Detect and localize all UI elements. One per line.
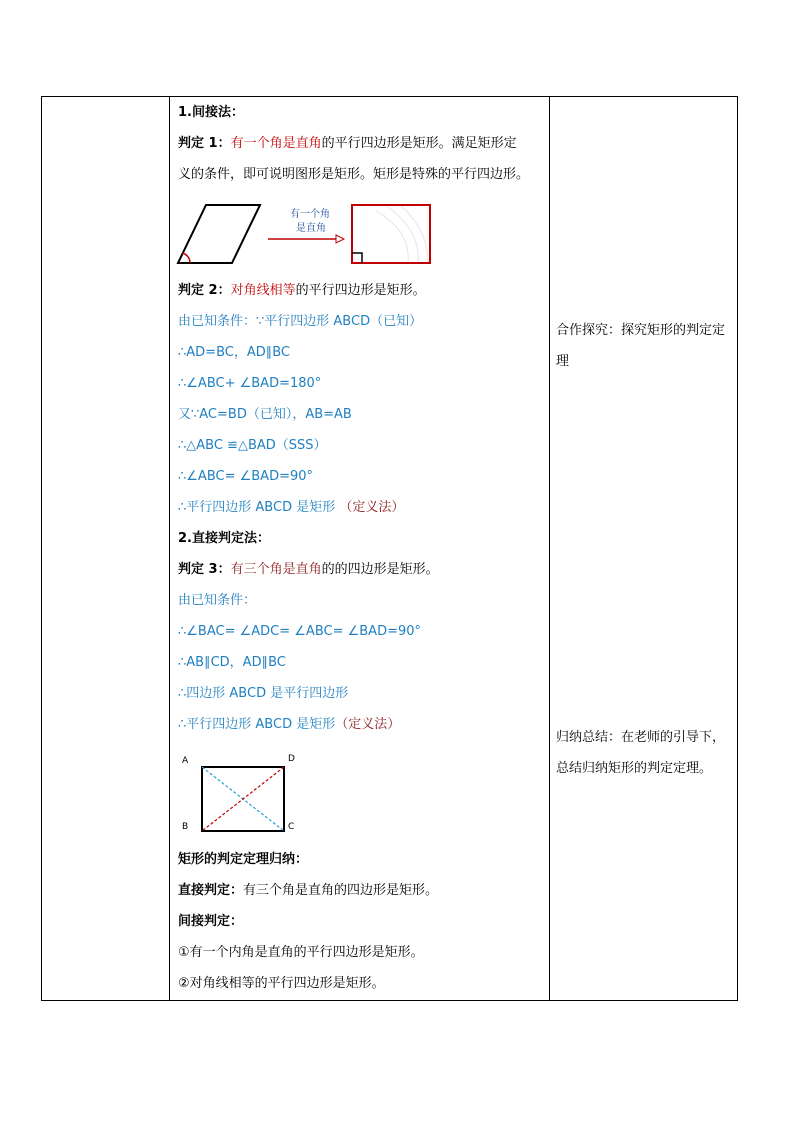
vertex-label-d: D bbox=[288, 754, 295, 764]
activity-summary: 归纳总结：在老师的引导下，总结归纳矩形的判定定理。 bbox=[556, 730, 726, 776]
proof-line: ∴△ABC ≌△BAD（SSS） bbox=[178, 438, 327, 453]
section-heading: 1.间接法： bbox=[178, 105, 244, 120]
summary-title: 矩形的判定定理归纳： bbox=[178, 852, 309, 867]
proof-conclusion: ∴平行四边形 ABCD 是矩形（定义法） bbox=[178, 717, 401, 732]
vertex-label-c: C bbox=[288, 822, 295, 832]
theorem-1-cont: 义的条件，即可说明图形是矩形。矩形是特殊的平行四边形。 bbox=[178, 167, 530, 182]
proof-line: ∴AB∥CD，AD∥BC bbox=[178, 655, 286, 670]
proof-line: ∴∠ABC+ ∠BAD=180° bbox=[178, 376, 322, 391]
theorem-1: 判定 1：有一个角是直角的平行四边形是矩形。满足矩形定 bbox=[178, 136, 517, 151]
theorem-2: 判定 2：对角线相等的平行四边形是矩形。 bbox=[178, 283, 426, 298]
vertex-label-a: A bbox=[182, 756, 189, 766]
lesson-table bbox=[41, 96, 738, 1001]
proof-line: 由已知条件：∵平行四边形 ABCD（已知） bbox=[178, 314, 423, 329]
vertex-label-b: B bbox=[182, 822, 189, 832]
section-heading: 2.直接判定法： bbox=[178, 531, 270, 546]
activity-explore: 合作探究：探究矩形的判定定理 bbox=[556, 323, 726, 369]
summary-item: ①有一个内角是直角的平行四边形是矩形。 bbox=[178, 945, 424, 960]
proof-conclusion: ∴平行四边形 ABCD 是矩形 （定义法） bbox=[178, 500, 405, 515]
activity-column bbox=[550, 97, 738, 1000]
proof-line: ∴四边形 ABCD 是平行四边形 bbox=[178, 686, 349, 701]
arrow-label: 是直角 bbox=[296, 223, 326, 234]
rectangle-diagonals-figure bbox=[178, 747, 314, 839]
summary-item: ②对角线相等的平行四边形是矩形。 bbox=[178, 976, 385, 991]
summary-indirect-label: 间接判定： bbox=[178, 914, 244, 929]
proof-line: ∴∠ABC= ∠BAD=90° bbox=[178, 469, 314, 484]
content-column bbox=[170, 97, 550, 1000]
proof-line: 由已知条件： bbox=[178, 593, 257, 608]
proof-line: ∴AD=BC，AD∥BC bbox=[178, 345, 291, 360]
parallelogram-to-rectangle-figure bbox=[176, 201, 436, 267]
proof-line: ∴∠BAC= ∠ADC= ∠ABC= ∠BAD=90° bbox=[178, 624, 422, 639]
arrow-label: 有一个角 bbox=[290, 209, 330, 220]
summary-direct: 直接判定：有三个角是直角的四边形是矩形。 bbox=[178, 883, 439, 898]
proof-line: 又∵AC=BD（已知），AB=AB bbox=[178, 407, 352, 422]
theorem-3: 判定 3：有三个角是直角的的四边形是矩形。 bbox=[178, 562, 439, 577]
